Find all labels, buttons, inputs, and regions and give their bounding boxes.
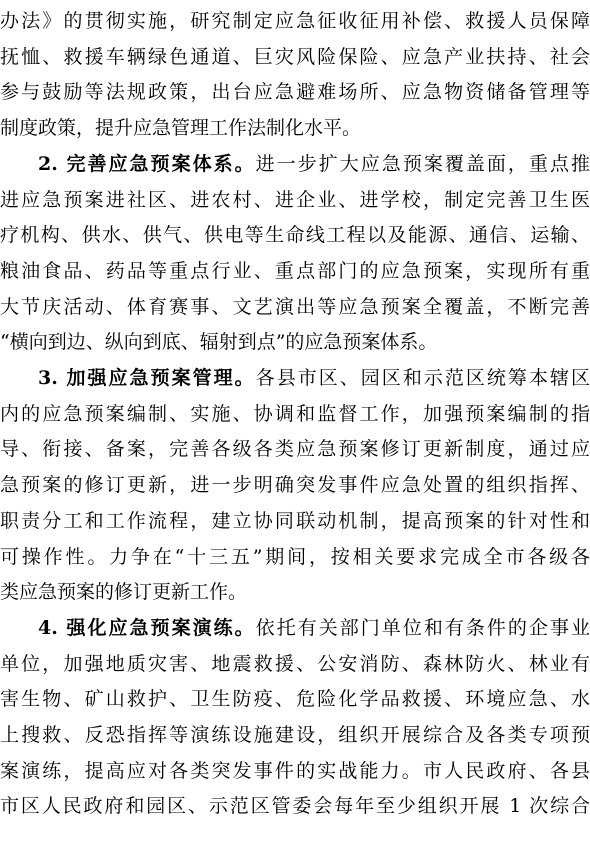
- text-line: [0, 218, 590, 253]
- text-line: [0, 432, 590, 467]
- text-line: [0, 504, 590, 539]
- body-text: 急预案的修订更新，进一步明确突发事件应急处置的组织指挥、: [0, 474, 590, 497]
- body-text: 案演练，提高应对各类突发事件的实战能力。市人民政府、各县: [0, 759, 590, 782]
- body-text: 各县市区、园区和示范区统筹本辖区: [255, 367, 590, 389]
- body-text: 类应急预案的修订更新工作。: [0, 581, 248, 604]
- text-line: [0, 254, 590, 289]
- body-text: 害生物、矿山救护、卫生防疫、危险化学品救援、环境应急、水: [0, 688, 590, 711]
- text-line: [0, 718, 590, 753]
- paragraph-heading: 4. 强化应急预案演练。: [38, 616, 256, 639]
- body-text: “横向到边、纵向到底、辐射到点”的应急预案体系。: [0, 331, 438, 354]
- body-text: 粮油食品、药品等重点行业、重点部门的应急预案，实现所有重: [0, 259, 590, 282]
- text-line: [0, 682, 590, 717]
- text-line: [0, 540, 590, 575]
- paragraph-heading: 3. 加强应急预案管理。: [38, 367, 256, 389]
- body-text: 办法》的贯彻实施，研究制定应急征收征用补偿、救援人员保障: [0, 10, 590, 32]
- body-text: 可操作性。力争在“十三五”期间，按相关要求完成全市各级各: [0, 545, 590, 568]
- body-text: 疗机构、供水、供气、供电等生命线工程以及能源、通信、运输、: [0, 224, 590, 247]
- text-line: [0, 40, 590, 75]
- text-line: [0, 397, 590, 432]
- text-line: [0, 183, 590, 218]
- text-line: [38, 147, 590, 182]
- body-text: 单位，加强地质灾害、地震救援、公安消防、森林防火、林业有: [0, 652, 590, 675]
- body-text: 抚恤、救援车辆绿色通道、巨灾风险保险、应急产业扶持、社会: [0, 45, 590, 68]
- body-text: 参与鼓励等法规政策，出台应急避难场所、应急物资储备管理等: [0, 81, 590, 104]
- body-text: 职责分工和工作流程，建立协同联动机制，提高预案的针对性和: [0, 509, 590, 532]
- text-line: [0, 789, 590, 824]
- body-text: 进一步扩大应急预案覆盖面，重点推: [255, 152, 590, 175]
- text-line: [38, 611, 590, 646]
- body-text: 上搜救、反恐指挥等演练设施建设，组织开展综合及各类专项预: [0, 724, 590, 746]
- text-line: [0, 575, 590, 610]
- body-text: 大节庆活动、体育赛事、文艺演出等应急预案全覆盖，不断完善: [0, 295, 590, 318]
- text-line: [0, 325, 590, 360]
- text-line: [0, 647, 590, 682]
- body-text: 市区人民政府和园区、示范区管委会每年至少组织开展 1 次综合: [0, 795, 590, 818]
- text-line: [0, 111, 590, 146]
- body-text: 依托有关部门单位和有条件的企事业: [255, 616, 590, 639]
- body-text: 进应急预案进社区、进农村、进企业、进学校，制定完善卫生医: [0, 188, 590, 211]
- text-line: [0, 290, 590, 325]
- text-line: [38, 361, 590, 396]
- paragraph-heading: 2. 完善应急预案体系。: [38, 152, 256, 175]
- text-line: [0, 468, 590, 503]
- body-text: 导、衔接、备案，完善各级各类应急预案修订更新制度，通过应: [0, 438, 590, 461]
- body-text: 内的应急预案编制、实施、协调和监督工作，加强预案编制的指: [0, 402, 590, 425]
- text-line: [0, 4, 590, 39]
- body-text: 制度政策，提升应急管理工作法制化水平。: [0, 117, 362, 140]
- text-line: [0, 754, 590, 789]
- text-line: [0, 75, 590, 110]
